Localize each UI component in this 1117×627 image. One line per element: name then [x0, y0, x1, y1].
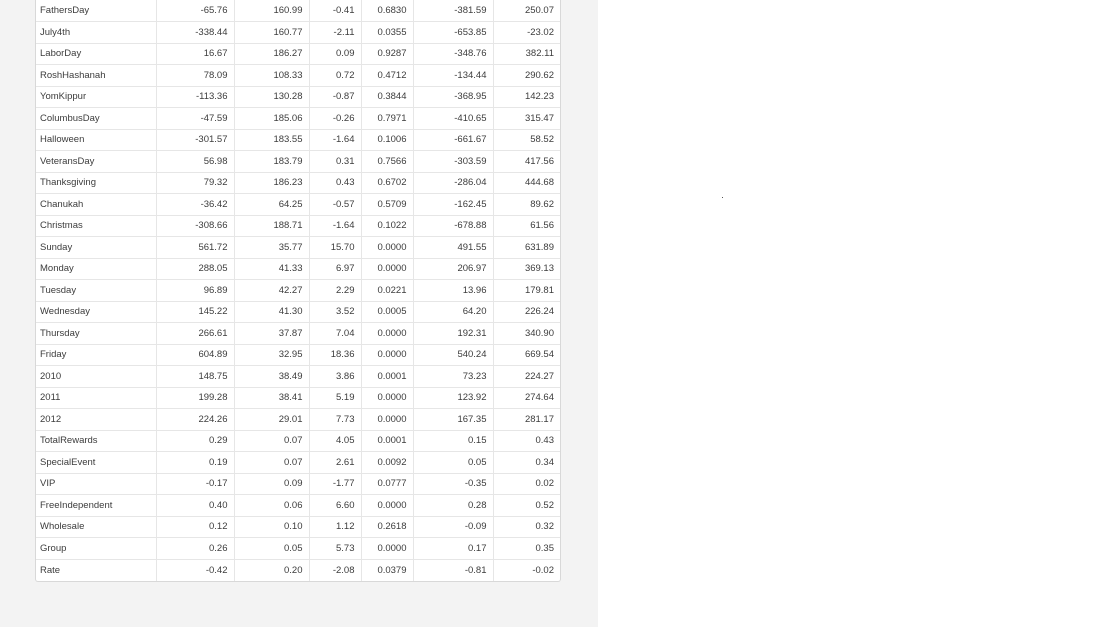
std-error-cell: 0.09: [234, 473, 309, 495]
p-value-cell: 0.0355: [361, 22, 413, 44]
table-row: [36, 280, 560, 302]
p-value-cell: 0.6702: [361, 172, 413, 194]
row-label: Sunday: [36, 237, 156, 259]
std-error-cell: 186.27: [234, 43, 309, 65]
lower-ci-cell: -410.65: [413, 108, 493, 130]
p-value-cell: 0.5709: [361, 194, 413, 216]
std-error-cell: 35.77: [234, 237, 309, 259]
lower-ci-cell: 192.31: [413, 323, 493, 345]
lower-ci-cell: 0.28: [413, 495, 493, 517]
table-row: [36, 65, 560, 87]
table-row: [36, 559, 560, 581]
row-label: Wholesale: [36, 516, 156, 538]
t-stat-cell: -0.26: [309, 108, 361, 130]
table-row: [36, 366, 560, 388]
std-error-cell: 41.33: [234, 258, 309, 280]
t-stat-cell: -0.87: [309, 86, 361, 108]
lower-ci-cell: -0.09: [413, 516, 493, 538]
upper-ci-cell: 382.11: [493, 43, 560, 65]
t-stat-cell: -2.08: [309, 559, 361, 581]
upper-ci-cell: 142.23: [493, 86, 560, 108]
row-label: FathersDay: [36, 0, 156, 22]
std-error-cell: 0.10: [234, 516, 309, 538]
t-stat-cell: 3.52: [309, 301, 361, 323]
t-stat-cell: 7.73: [309, 409, 361, 431]
table-row: [36, 22, 560, 44]
t-stat-cell: -0.41: [309, 0, 361, 22]
coefficient-cell: 0.12: [156, 516, 234, 538]
lower-ci-cell: 540.24: [413, 344, 493, 366]
coefficient-cell: -113.36: [156, 86, 234, 108]
row-label: FreeIndependent: [36, 495, 156, 517]
p-value-cell: 0.9287: [361, 43, 413, 65]
lower-ci-cell: -0.35: [413, 473, 493, 495]
std-error-cell: 37.87: [234, 323, 309, 345]
coefficient-cell: 79.32: [156, 172, 234, 194]
table-body: [36, 0, 560, 581]
std-error-cell: 64.25: [234, 194, 309, 216]
t-stat-cell: 3.86: [309, 366, 361, 388]
lower-ci-cell: -368.95: [413, 86, 493, 108]
p-value-cell: 0.0379: [361, 559, 413, 581]
table-row: [36, 452, 560, 474]
row-label: Monday: [36, 258, 156, 280]
table-row: [36, 43, 560, 65]
upper-ci-cell: -23.02: [493, 22, 560, 44]
t-stat-cell: 0.09: [309, 43, 361, 65]
upper-ci-cell: 224.27: [493, 366, 560, 388]
t-stat-cell: -0.57: [309, 194, 361, 216]
table-row: [36, 430, 560, 452]
lower-ci-cell: 491.55: [413, 237, 493, 259]
coefficient-cell: -47.59: [156, 108, 234, 130]
coefficient-cell: 604.89: [156, 344, 234, 366]
p-value-cell: 0.1006: [361, 129, 413, 151]
t-stat-cell: -1.77: [309, 473, 361, 495]
row-label: Group: [36, 538, 156, 560]
std-error-cell: 183.55: [234, 129, 309, 151]
p-value-cell: 0.0005: [361, 301, 413, 323]
table-row: [36, 387, 560, 409]
row-label: 2011: [36, 387, 156, 409]
lower-ci-cell: 13.96: [413, 280, 493, 302]
row-label: VIP: [36, 473, 156, 495]
table-row: [36, 237, 560, 259]
coefficient-cell: 0.19: [156, 452, 234, 474]
p-value-cell: 0.6830: [361, 0, 413, 22]
row-label: 2010: [36, 366, 156, 388]
row-label: LaborDay: [36, 43, 156, 65]
row-label: ColumbusDay: [36, 108, 156, 130]
std-error-cell: 0.06: [234, 495, 309, 517]
lower-ci-cell: 64.20: [413, 301, 493, 323]
row-label: TotalRewards: [36, 430, 156, 452]
coefficient-cell: 0.40: [156, 495, 234, 517]
t-stat-cell: 0.31: [309, 151, 361, 173]
lower-ci-cell: 123.92: [413, 387, 493, 409]
lower-ci-cell: -678.88: [413, 215, 493, 237]
coefficient-cell: -308.66: [156, 215, 234, 237]
std-error-cell: 32.95: [234, 344, 309, 366]
t-stat-cell: -2.11: [309, 22, 361, 44]
upper-ci-cell: 290.62: [493, 65, 560, 87]
row-label: YomKippur: [36, 86, 156, 108]
p-value-cell: 0.3844: [361, 86, 413, 108]
p-value-cell: 0.0000: [361, 237, 413, 259]
lower-ci-cell: 0.05: [413, 452, 493, 474]
std-error-cell: 0.07: [234, 430, 309, 452]
t-stat-cell: 2.29: [309, 280, 361, 302]
p-value-cell: 0.0000: [361, 409, 413, 431]
upper-ci-cell: 315.47: [493, 108, 560, 130]
table-row: [36, 323, 560, 345]
table-row: [36, 516, 560, 538]
t-stat-cell: 2.61: [309, 452, 361, 474]
coefficient-cell: 56.98: [156, 151, 234, 173]
p-value-cell: 0.0000: [361, 495, 413, 517]
upper-ci-cell: 0.35: [493, 538, 560, 560]
table-row: [36, 301, 560, 323]
lower-ci-cell: -381.59: [413, 0, 493, 22]
upper-ci-cell: 0.32: [493, 516, 560, 538]
p-value-cell: 0.4712: [361, 65, 413, 87]
std-error-cell: 130.28: [234, 86, 309, 108]
table-row: [36, 194, 560, 216]
t-stat-cell: 1.12: [309, 516, 361, 538]
upper-ci-cell: 58.52: [493, 129, 560, 151]
lower-ci-cell: -303.59: [413, 151, 493, 173]
t-stat-cell: 6.60: [309, 495, 361, 517]
upper-ci-cell: 369.13: [493, 258, 560, 280]
upper-ci-cell: 0.43: [493, 430, 560, 452]
lower-ci-cell: 0.17: [413, 538, 493, 560]
row-label: Chanukah: [36, 194, 156, 216]
upper-ci-cell: -0.02: [532, 564, 554, 576]
t-stat-cell: 15.70: [309, 237, 361, 259]
row-label: Tuesday: [36, 280, 156, 302]
lower-ci-cell: 167.35: [413, 409, 493, 431]
row-label: Thanksgiving: [36, 172, 156, 194]
std-error-cell: 108.33: [234, 65, 309, 87]
coefficient-cell: 561.72: [156, 237, 234, 259]
table-row: [36, 344, 560, 366]
upper-ci-cell: 179.81: [493, 280, 560, 302]
table-row: [36, 495, 560, 517]
p-value-cell: 0.0000: [361, 323, 413, 345]
p-value-cell: 0.0001: [361, 366, 413, 388]
lower-ci-cell: -348.76: [413, 43, 493, 65]
coefficient-cell: 0.26: [156, 538, 234, 560]
lower-ci-cell: -162.45: [413, 194, 493, 216]
t-stat-cell: -1.64: [309, 129, 361, 151]
p-value-cell: 0.0000: [361, 258, 413, 280]
coefficient-cell: 16.67: [156, 43, 234, 65]
coefficient-cell: 78.09: [156, 65, 234, 87]
coefficient-cell: -0.17: [156, 473, 234, 495]
upper-ci-cell: 0.02: [493, 473, 560, 495]
t-stat-cell: 5.73: [309, 538, 361, 560]
upper-ci-cell: 89.62: [493, 194, 560, 216]
upper-ci-cell: 631.89: [493, 237, 560, 259]
upper-ci-cell: 281.17: [493, 409, 560, 431]
t-stat-cell: 0.43: [309, 172, 361, 194]
p-value-cell: 0.0000: [361, 538, 413, 560]
table-row: [36, 108, 560, 130]
t-stat-cell: 4.05: [309, 430, 361, 452]
std-error-cell: 160.77: [234, 22, 309, 44]
std-error-cell: 160.99: [234, 0, 309, 22]
table-row: [36, 409, 560, 431]
table-row: [36, 258, 560, 280]
std-error-cell: 38.41: [234, 387, 309, 409]
coefficient-cell: -65.76: [156, 0, 234, 22]
lower-ci-cell: -0.81: [413, 559, 493, 581]
table-row: [36, 538, 560, 560]
p-value-cell: 0.0092: [361, 452, 413, 474]
coefficient-cell: 199.28: [156, 387, 234, 409]
t-stat-cell: 0.72: [309, 65, 361, 87]
row-label: Halloween: [36, 129, 156, 151]
lower-ci-cell: -286.04: [413, 172, 493, 194]
lower-ci-cell: 73.23: [413, 366, 493, 388]
std-error-cell: 29.01: [234, 409, 309, 431]
std-error-cell: 0.05: [234, 538, 309, 560]
row-label: Rate: [36, 559, 156, 581]
upper-ci-cell: 417.56: [493, 151, 560, 173]
table-row: [36, 172, 560, 194]
row-label: RoshHashanah: [36, 65, 156, 87]
row-label: SpecialEvent: [36, 452, 156, 474]
std-error-cell: 185.06: [234, 108, 309, 130]
coefficient-cell: 224.26: [156, 409, 234, 431]
row-label: Wednesday: [36, 301, 156, 323]
t-stat-cell: 7.04: [309, 323, 361, 345]
table-row: [36, 86, 560, 108]
lower-ci-cell: -661.67: [413, 129, 493, 151]
t-stat-cell: -1.64: [309, 215, 361, 237]
std-error-cell: 0.07: [234, 452, 309, 474]
std-error-cell: 183.79: [234, 151, 309, 173]
coefficient-cell: -338.44: [156, 22, 234, 44]
lower-ci-cell: -134.44: [413, 65, 493, 87]
row-label: Friday: [36, 344, 156, 366]
table-row: [36, 215, 560, 237]
t-stat-cell: 5.19: [309, 387, 361, 409]
p-value-cell: 0.0000: [361, 387, 413, 409]
coefficient-cell: -301.57: [156, 129, 234, 151]
t-stat-cell: 18.36: [309, 344, 361, 366]
table-row: [36, 151, 560, 173]
t-stat-cell: 6.97: [309, 258, 361, 280]
std-error-cell: 38.49: [234, 366, 309, 388]
p-value-cell: 0.0001: [361, 430, 413, 452]
table-row: [36, 473, 560, 495]
stray-pixel: [722, 197, 723, 198]
coefficient-cell: 288.05: [156, 258, 234, 280]
upper-ci-cell: 0.52: [493, 495, 560, 517]
upper-ci-cell: 340.90: [493, 323, 560, 345]
std-error-cell: 188.71: [234, 215, 309, 237]
std-error-cell: 0.20: [234, 559, 309, 581]
p-value-cell: 0.1022: [361, 215, 413, 237]
lower-ci-cell: 206.97: [413, 258, 493, 280]
lower-ci-cell: -653.85: [413, 22, 493, 44]
coefficient-cell: 266.61: [156, 323, 234, 345]
upper-ci-cell: 0.34: [493, 452, 560, 474]
table-row: [36, 0, 560, 22]
upper-ci-cell: 250.07: [493, 0, 560, 22]
row-label: July4th: [36, 22, 156, 44]
row-label: Christmas: [36, 215, 156, 237]
upper-ci-cell: 61.56: [493, 215, 560, 237]
p-value-cell: 0.0777: [361, 473, 413, 495]
p-value-cell: 0.0000: [361, 344, 413, 366]
p-value-cell: 0.7971: [361, 108, 413, 130]
p-value-cell: 0.0221: [361, 280, 413, 302]
p-value-cell: 0.2618: [361, 516, 413, 538]
coefficient-cell: -0.42: [156, 559, 234, 581]
upper-ci-cell: 274.64: [493, 387, 560, 409]
row-label: 2012: [36, 409, 156, 431]
coefficient-cell: 0.29: [156, 430, 234, 452]
std-error-cell: 42.27: [234, 280, 309, 302]
regression-results-table: [35, 0, 561, 582]
coefficient-cell: -36.42: [156, 194, 234, 216]
p-value-cell: 0.7566: [361, 151, 413, 173]
row-label: VeteransDay: [36, 151, 156, 173]
upper-ci-cell: 669.54: [493, 344, 560, 366]
upper-ci-cell: 226.24: [493, 301, 560, 323]
coefficient-cell: 148.75: [156, 366, 234, 388]
std-error-cell: 41.30: [234, 301, 309, 323]
upper-ci-cell: 444.68: [493, 172, 560, 194]
coefficient-cell: 96.89: [156, 280, 234, 302]
table-row: [36, 129, 560, 151]
coefficient-cell: 145.22: [156, 301, 234, 323]
lower-ci-cell: 0.15: [413, 430, 493, 452]
std-error-cell: 186.23: [234, 172, 309, 194]
row-label: Thursday: [36, 323, 156, 345]
